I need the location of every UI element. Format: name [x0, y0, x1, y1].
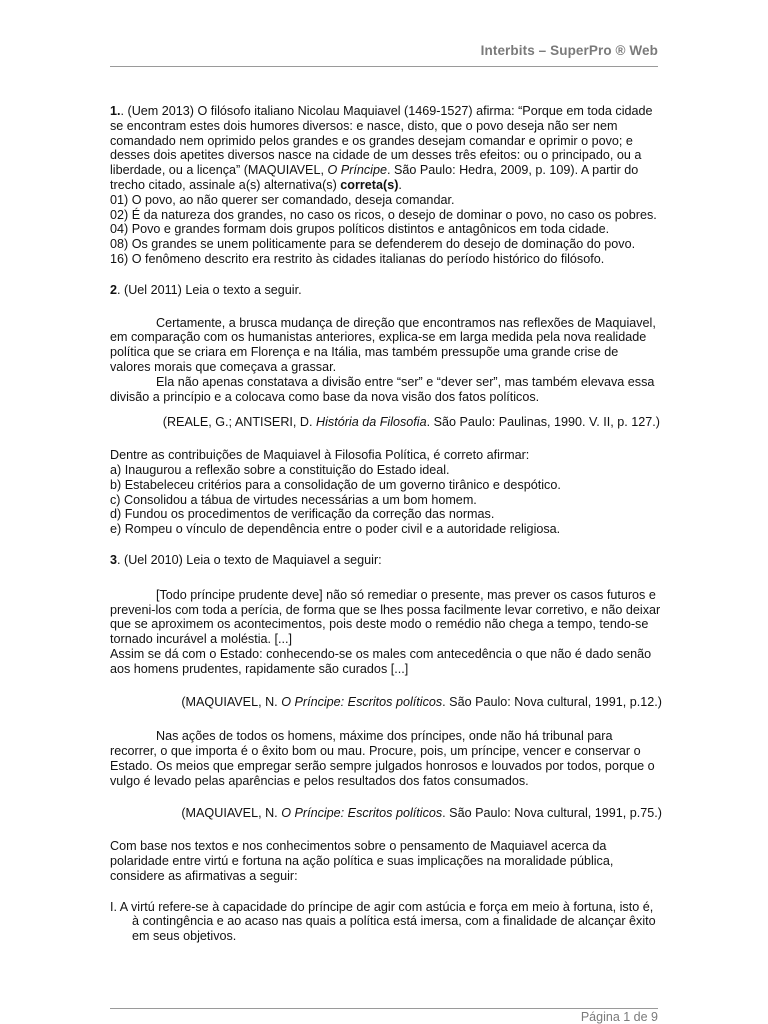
- option: 16) O fenômeno descrito era restrito às cidades italianas do período histórico do filósofo.: [110, 251, 605, 266]
- question-1-statement: 1.. (Uem 2013) O filósofo italiano Nicolau Maquiavel (1469-1527) afirma: “Porque em toda cidade se encontram estes dois humores diversos: e nasce, disto, que o povo deseja não ser nem comandado nem oprimido pelos grandes e os grandes desejam comandar e oprimir o povo; e desses dois apetites diversos nasce na cidade de um desses três efeitos: ou o principado, ou a liberdade, ou a licença” (MAQUIAVEL, O Príncipe. São Paulo: Hedra, 2009, p. 109). A partir do trecho citado, assinale a(s) alternativa(s) correta(s).: [110, 104, 653, 192]
- question-3: [110, 553, 662, 944]
- statement-item: I. A virtú refere-se à capacidade do príncipe de agir com astúcia e força em meio à fortuna, isto é, à contingência e ao acaso nas quais a política está imersa, com a finalidade de alcançar êxito em seus objetivos.: [110, 899, 656, 944]
- quote-paragraph: Certamente, a brusca mudança de direção que encontramos nas reflexões de Maquiavel, em comparação com os humanistas anteriores, explica-se em larga medida pela nova realidade política que se criara em Florença e na Itália, mas também pressupõe uma grande crise de valores morais que começava a grassar.: [110, 315, 656, 374]
- option: b) Estabeleceu critérios para a consolidação de um governo tirânico e despótico.: [110, 477, 561, 492]
- option: d) Fundou os procedimentos de verificação da correção das normas.: [110, 507, 495, 522]
- question-prompt: Dentre as contribuições de Maquiavel à Filosofia Política, é correto afirmar:: [110, 448, 530, 463]
- header-divider: [110, 66, 658, 67]
- citation: (MAQUIAVEL, N. O Príncipe: Escritos políticos. São Paulo: Nova cultural, 1991, p.75.): [181, 806, 662, 821]
- option: c) Consolidou a tábua de virtudes necessárias a um bom homem.: [110, 492, 477, 507]
- option: 02) É da natureza dos grandes, no caso os ricos, o desejo de dominar o povo, no caso os pobres.: [110, 207, 657, 222]
- question-1: [110, 104, 662, 267]
- document-body: [110, 104, 662, 944]
- question-number: 3: [110, 552, 118, 567]
- book-title: O Príncipe: [327, 163, 387, 178]
- footer-divider: [110, 1008, 658, 1009]
- quote-paragraph: [Todo príncipe prudente deve] não só remediar o presente, mas prever os casos futuros e preveni-los com toda a perícia, de forma que se lhes possa facilmente levar corretivo, e não deixar que se aproximem os acontecimentos, pois deste modo o remédio não chega a tempo, tendo-se tornado incurável a moléstia. [...]: [110, 587, 661, 647]
- header-title: Interbits – SuperPro ® Web: [480, 43, 658, 58]
- option: 08) Os grandes se unem politicamente para se defenderem do desejo de dominação do povo.: [110, 237, 636, 252]
- quote-paragraph: Assim se dá com o Estado: conhecendo-se os males com antecedência o que não é dado senão aos homens prudentes, rapidamente são curados [...]: [110, 646, 652, 676]
- citation: (MAQUIAVEL, N. O Príncipe: Escritos políticos. São Paulo: Nova cultural, 1991, p.12.): [181, 694, 662, 709]
- page-number: Página 1 de 9: [580, 1010, 658, 1024]
- option: e) Rompeu o vínculo de dependência entre o poder civil e a autoridade religiosa.: [110, 522, 561, 537]
- question-number: 2: [110, 282, 118, 297]
- option: 04) Povo e grandes formam dois grupos políticos distintos e antagônicos em toda cidade.: [110, 222, 610, 237]
- question-prompt: Com base nos textos e nos conhecimentos sobre o pensamento de Maquiavel acerca da polaridade entre virtú e fortuna na ação política e suas implicações na moralidade pública, considere as afirmativas a seguir:: [110, 839, 614, 883]
- citation: (REALE, G.; ANTISERI, D. História da Filosofia. São Paulo: Paulinas, 1990. V. II, p. 127.): [162, 415, 660, 430]
- emphasis: correta(s): [340, 177, 399, 192]
- quote-paragraph: Nas ações de todos os homens, máxime dos príncipes, onde não há tribunal para recorrer, o que importa é o êxito bom ou mau. Procure, pois, um príncipe, vencer e conservar o Estado. Os meios que empregar serão sempre julgados honrosos e louvados por todos, porque o vulgo é levado pelas aparências e pelos resultados dos fatos consumados.: [110, 729, 655, 788]
- question-number: 1: [110, 104, 118, 118]
- question-2: [110, 283, 662, 537]
- quote-paragraph: Ela não apenas constatava a divisão entre “ser” e “dever ser”, mas também elevava essa divisão a princípio e a colocava como base da nova visão dos fatos políticos.: [110, 374, 655, 404]
- option: 01) O povo, ao não querer ser comandado, deseja comandar.: [110, 192, 455, 207]
- question-3-statement: 3. (Uel 2010) Leia o texto de Maquiavel a seguir:: [110, 552, 382, 567]
- option: a) Inaugurou a reflexão sobre a constituição do Estado ideal.: [110, 462, 450, 477]
- question-2-statement: 2. (Uel 2011) Leia o texto a seguir.: [110, 282, 302, 297]
